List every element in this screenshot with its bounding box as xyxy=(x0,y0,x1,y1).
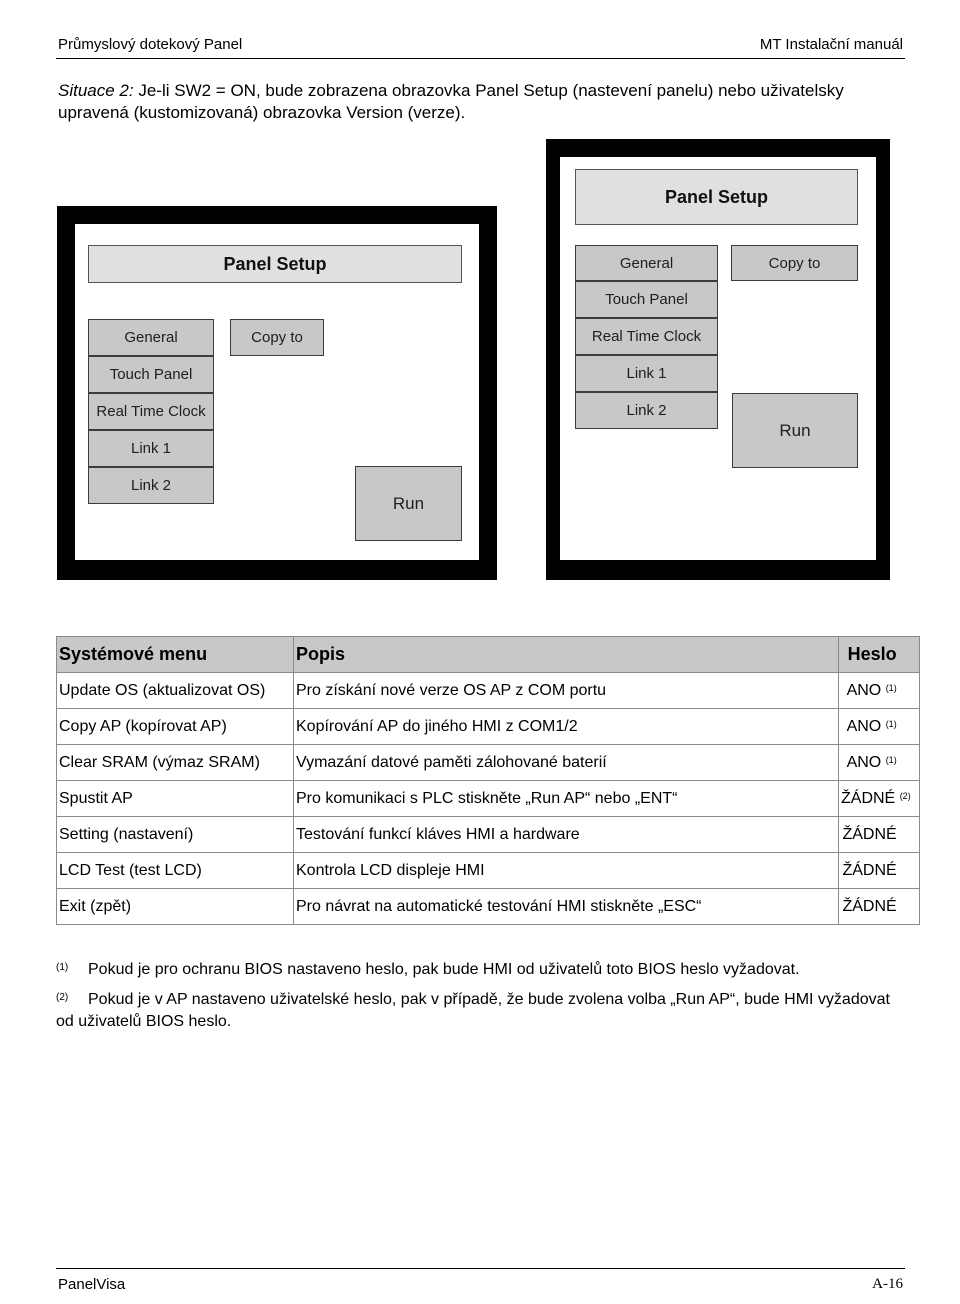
touch-panel-button[interactable]: Touch Panel xyxy=(88,356,214,393)
table-row xyxy=(57,817,920,853)
footnote-text: Pokud je pro ochranu BIOS nastaveno heslo, pak bude HMI od uživatelů toto BIOS heslo vyžadovat. xyxy=(88,961,800,978)
footnote-1 xyxy=(56,957,906,981)
password-cell xyxy=(839,889,920,925)
general-button[interactable]: General xyxy=(575,245,718,281)
password-cell xyxy=(839,853,920,889)
footer-product-name: PanelVisa xyxy=(58,1276,126,1293)
description-cell: Kontrola LCD displeje HMI xyxy=(294,853,839,889)
intro-paragraph xyxy=(58,80,908,124)
password-cell xyxy=(839,745,920,781)
footnote-number: (1) xyxy=(56,962,69,973)
link1-button[interactable]: Link 1 xyxy=(575,355,718,392)
footnote-ref: (2) xyxy=(899,790,911,801)
password-value: ŽÁDNÉ xyxy=(842,897,897,915)
intro-label: Situace 2: xyxy=(58,81,134,100)
menu-cell: Exit (zpět) xyxy=(57,889,294,925)
footnote-ref: (1) xyxy=(885,682,897,693)
panel-setup-screen-left xyxy=(57,206,497,580)
panel-setup-title: Panel Setup xyxy=(575,169,858,225)
column-header-description: Popis xyxy=(294,637,839,673)
table-row xyxy=(57,853,920,889)
menu-cell: Update OS (aktualizovat OS) xyxy=(57,673,294,709)
password-value: ANO xyxy=(846,717,882,735)
menu-cell: Setting (nastavení) xyxy=(57,817,294,853)
header-manual-name: MT Instalační manuál xyxy=(759,36,903,53)
run-button[interactable]: Run xyxy=(355,466,462,541)
link2-button[interactable]: Link 2 xyxy=(575,392,718,429)
link2-button[interactable]: Link 2 xyxy=(88,467,214,504)
description-cell: Vymazání datové paměti zálohované baterií xyxy=(294,745,839,781)
footnote-2 xyxy=(56,987,906,1033)
table-row xyxy=(57,889,920,925)
header-rule xyxy=(56,58,905,59)
copy-to-button[interactable]: Copy to xyxy=(230,319,324,356)
table-header-row xyxy=(57,637,920,673)
password-cell xyxy=(839,817,920,853)
description-cell: Pro získání nové verze OS AP z COM portu xyxy=(294,673,839,709)
intro-text: Je-li SW2 = ON, bude zobrazena obrazovka Panel Setup (nastevení panelu) nebo uživatelsky upravená (kustomizovaná) obrazovka Version (verze). xyxy=(58,81,844,122)
column-header-menu: Systémové menu xyxy=(57,637,294,673)
footer-rule xyxy=(56,1268,905,1269)
panel-setup-title: Panel Setup xyxy=(88,245,462,283)
run-button[interactable]: Run xyxy=(732,393,858,468)
description-cell: Kopírování AP do jiného HMI z COM1/2 xyxy=(294,709,839,745)
description-cell: Pro komunikaci s PLC stiskněte „Run AP“ nebo „ENT“ xyxy=(294,781,839,817)
footnote-ref: (1) xyxy=(885,754,897,765)
password-cell xyxy=(839,673,920,709)
footnote-ref: (1) xyxy=(885,718,897,729)
page-number: A-16 xyxy=(872,1276,903,1292)
table-row xyxy=(57,745,920,781)
general-button[interactable]: General xyxy=(88,319,214,356)
description-cell: Testování funkcí kláves HMI a hardware xyxy=(294,817,839,853)
link1-button[interactable]: Link 1 xyxy=(88,430,214,467)
password-cell xyxy=(839,709,920,745)
password-value: ŽÁDNÉ xyxy=(842,861,897,879)
header-title: Průmyslový dotekový Panel xyxy=(58,36,243,53)
touch-panel-button[interactable]: Touch Panel xyxy=(575,281,718,318)
footnote-number: (2) xyxy=(56,992,69,1003)
table-row xyxy=(57,709,920,745)
password-value: ANO xyxy=(846,681,882,699)
table-row xyxy=(57,781,920,817)
password-value: ŽÁDNÉ xyxy=(842,825,897,843)
panel-setup-screen-right xyxy=(546,139,890,580)
real-time-clock-button[interactable]: Real Time Clock xyxy=(575,318,718,355)
password-cell xyxy=(839,781,920,817)
column-header-password: Heslo xyxy=(839,637,920,673)
menu-cell: Copy AP (kopírovat AP) xyxy=(57,709,294,745)
table-row xyxy=(57,673,920,709)
footnote-text: Pokud je v AP nastaveno uživatelské heslo, pak v případě, že bude zvolena volba „Run AP“, bude HMI vyžadovat od uživatelů BIOS heslo. xyxy=(56,991,890,1030)
menu-cell: Spustit AP xyxy=(57,781,294,817)
real-time-clock-button[interactable]: Real Time Clock xyxy=(88,393,214,430)
password-value: ŽÁDNÉ xyxy=(841,789,896,807)
password-value: ANO xyxy=(846,753,882,771)
copy-to-button[interactable]: Copy to xyxy=(731,245,858,281)
system-menu-table xyxy=(56,636,920,925)
menu-cell: Clear SRAM (výmaz SRAM) xyxy=(57,745,294,781)
menu-cell: LCD Test (test LCD) xyxy=(57,853,294,889)
description-cell: Pro návrat na automatické testování HMI stiskněte „ESC“ xyxy=(294,889,839,925)
